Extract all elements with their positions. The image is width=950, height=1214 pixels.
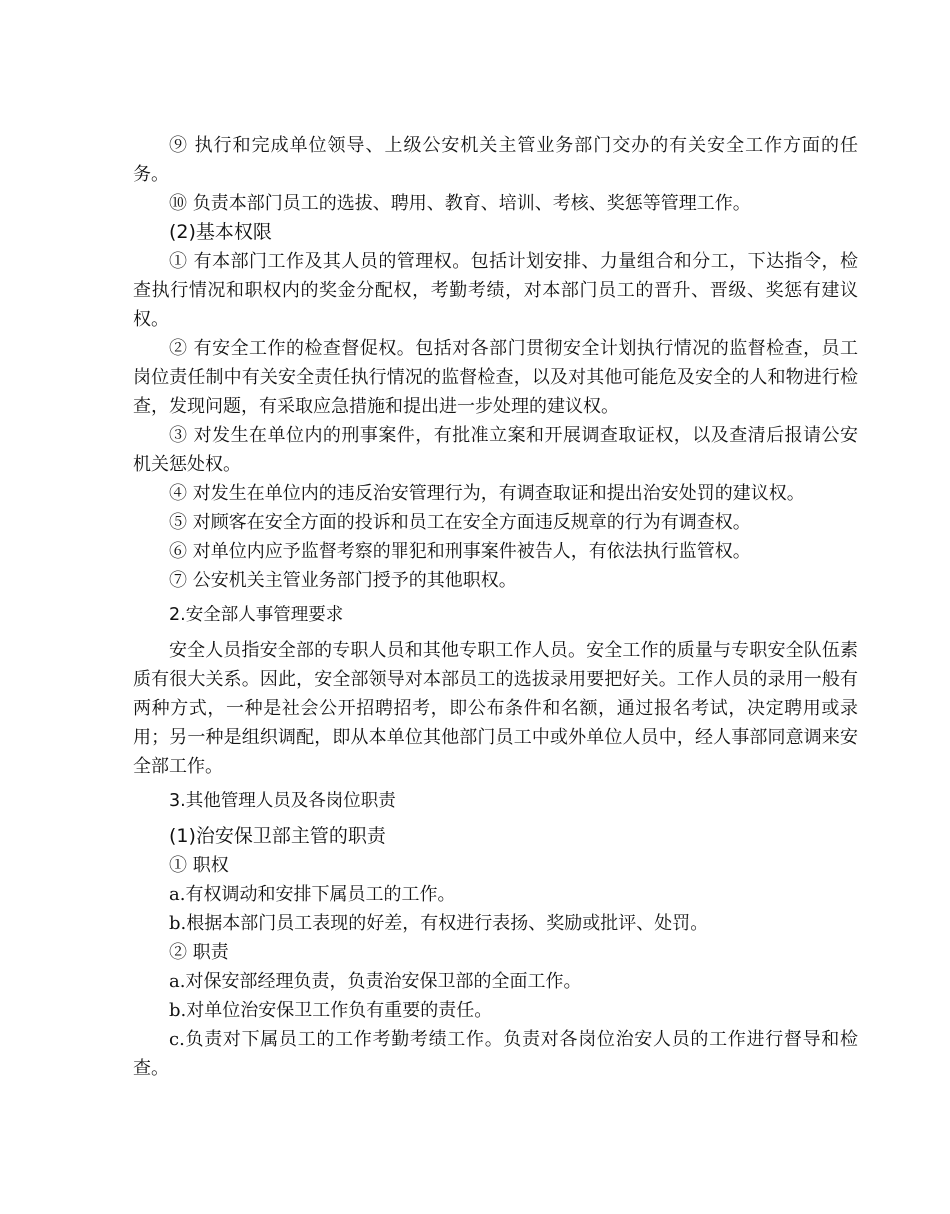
para-authority-5: ⑤ 对顾客在安全方面的投诉和员工在安全方面违反规章的行为有调查权。 (169, 512, 751, 533)
heading-personnel-requirements: 2.安全部人事管理要求 (169, 605, 344, 625)
para-authority-2: ② 有安全工作的检查督促权。包括对各部门贯彻安全计划执行情况的监督检查，员工岗位责任制中有关安全责任执行情况的监督检查，以及对其他可能危及安全的人和物进行检查，发现问题，有采取应急措施和提出进一步处理的建议权。 (133, 338, 858, 417)
para-authority-7: ⑦ 公安机关主管业务部门授予的其他职权。 (169, 570, 517, 591)
para-duty-10: ⑩ 负责本部门员工的选拔、聘用、教育、培训、考核、奖惩等管理工作。 (169, 193, 751, 214)
para-responsibility-a: a.对保安部经理负责，负责治安保卫部的全面工作。 (169, 971, 582, 992)
para-responsibility-b: b.对单位治安保卫工作负有重要的责任。 (169, 1000, 493, 1021)
heading-basic-authority: (2)基本权限 (169, 221, 272, 243)
para-authority-6: ⑥ 对单位内应予监督考察的罪犯和刑事案件被告人，有依法执行监管权。 (169, 541, 751, 562)
para-power-a: a.有权调动和安排下属员工的工作。 (169, 884, 456, 905)
para-power-b: b.根据本部门员工表现的好差，有权进行表扬、奖励或批评、处罚。 (169, 913, 709, 934)
para-responsibilities-heading: ② 职责 (169, 942, 229, 963)
document-page (133, 131, 858, 1083)
para-authority-4: ④ 对发生在单位内的违反治安管理行为，有调查取证和提出治安处罚的建议权。 (169, 483, 805, 504)
para-powers-heading: ① 职权 (169, 855, 229, 876)
para-responsibility-c: c.负责对下属员工的工作考勤考绩工作。负责对各岗位治安人员的工作进行督导和检查。 (133, 1029, 858, 1079)
para-personnel: 安全人员指安全部的专职人员和其他专职工作人员。安全工作的质量与专职安全队伍素质有很大关系。因此，安全部领导对本部员工的选拔录用要把好关。工作人员的录用一般有两种方式，一种是社会公开招聘招考，即公布条件和名额，通过报名考试，决定聘用或录用；另一种是组织调配，即从本单位其他部门员工中或外单位人员中，经人事部同意调来安全部工作。 (133, 640, 858, 777)
para-authority-3: ③ 对发生在单位内的刑事案件，有批准立案和开展调查取证权，以及查清后报请公安机关惩处权。 (133, 425, 858, 475)
para-authority-1: ① 有本部门工作及其人员的管理权。包括计划安排、力量组合和分工，下达指令，检查执行情况和职权内的奖金分配权，考勤考绩，对本部门员工的晋升、晋级、奖惩有建议权。 (133, 251, 858, 330)
para-duty-9: ⑨ 执行和完成单位领导、上级公安机关主管业务部门交办的有关安全工作方面的任务。 (133, 135, 858, 185)
heading-other-managers: 3.其他管理人员及各岗位职责 (169, 791, 396, 811)
heading-security-supervisor: (1)治安保卫部主管的职责 (169, 825, 386, 847)
